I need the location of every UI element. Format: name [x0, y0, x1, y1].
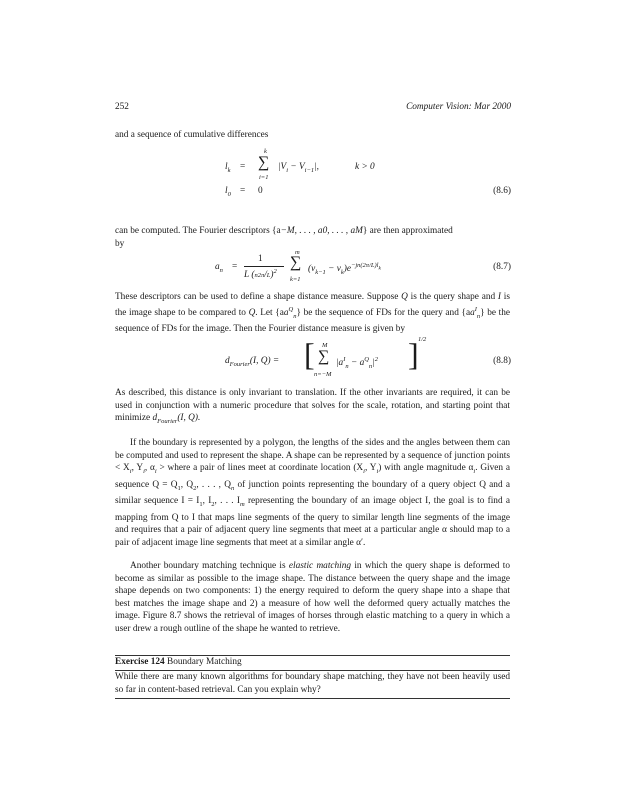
paragraph-fourier: can be computed. The Fourier descriptors {a−M, . . . , a0, . . . , aM} are then approximated by [115, 226, 453, 249]
paragraph-descriptors: These descriptors can be used to define a shape distance measure. Suppose Q is the query shape and I is the image shape to be compared to Q. Let $\{aa^Q_n\}$ be the sequence of FDs for the query and $\{aa^I_n\}$ be the sequence of FDs for the image. Then the Fourier distance measure is given by [115, 292, 511, 335]
equation-number-8-7: (8.7) [493, 262, 511, 272]
running-title: Computer Vision: Mar 2000 [406, 102, 511, 112]
exercise-heading: Exercise 124 Boundary Matching [115, 657, 242, 667]
paragraph-invariance: As described, this distance is only invariant to translation. If the other invariants are required, it can be used in conjunction with a numeric procedure that solves for the scale, rotation, and starting point that minimize $d_{Fourier}(I$, Q). [115, 388, 510, 426]
sum-sign: ∑ [258, 154, 270, 171]
paragraph-polygon: If the boundary is represented by a polygon, the lengths of the sides and the angles between them can be computed and used to represent the shape. A shape can be represented by a sequence of junction points < $X_i$, $Y_i$, $\alpha_i$ > where a pair of lines meet at coordinate location ($X_i$, $Y_i$) with angle magnitude $\alpha_i$. Given a sequence $Q = Q_1$, $Q_2$, . . . , $Q_n$ of junction points representing the boundary of a query object Q and a similar sequence $I = I_1$, $I_2$, . . . $I_m$ representing the boundary of an image object I, the goal is to find a mapping from Q to I that maps line segments of the query to similar length line segments of the image and requires that a pair of adjacent query line segments that meet at a particular angle α should map to a pair of adjacent image line segments that meet at a similar angle α′. [115, 438, 510, 548]
equation-number-8-8: (8.8) [493, 356, 511, 366]
paragraph-elastic: Another boundary matching technique is elastic matching in which the query shape is deformed to become as similar as possible to the image shape. The distance between the query shape and the image shape depends on two components: 1) the energy required to deform the query shape into a shape that best matches the image shape and 2) a measure of how well the deformed query actually matches the image. Figure 8.7 shows the retrieval of images of horses through elastic matching to a query in which a user drew a rough outline of the shape he wanted to retrieve. [115, 561, 510, 634]
equation-number-8-6: (8.6) [493, 186, 511, 196]
paragraph-intro: and a sequence of cumulative differences [115, 130, 269, 140]
exercise-body: While there are many known algorithms for boundary shape matching, they have not been heavily used so far in content-based retrieval. Can you explain why? [115, 672, 510, 695]
exercise-bottom-rule [115, 698, 510, 699]
page-number: 252 [115, 102, 129, 112]
